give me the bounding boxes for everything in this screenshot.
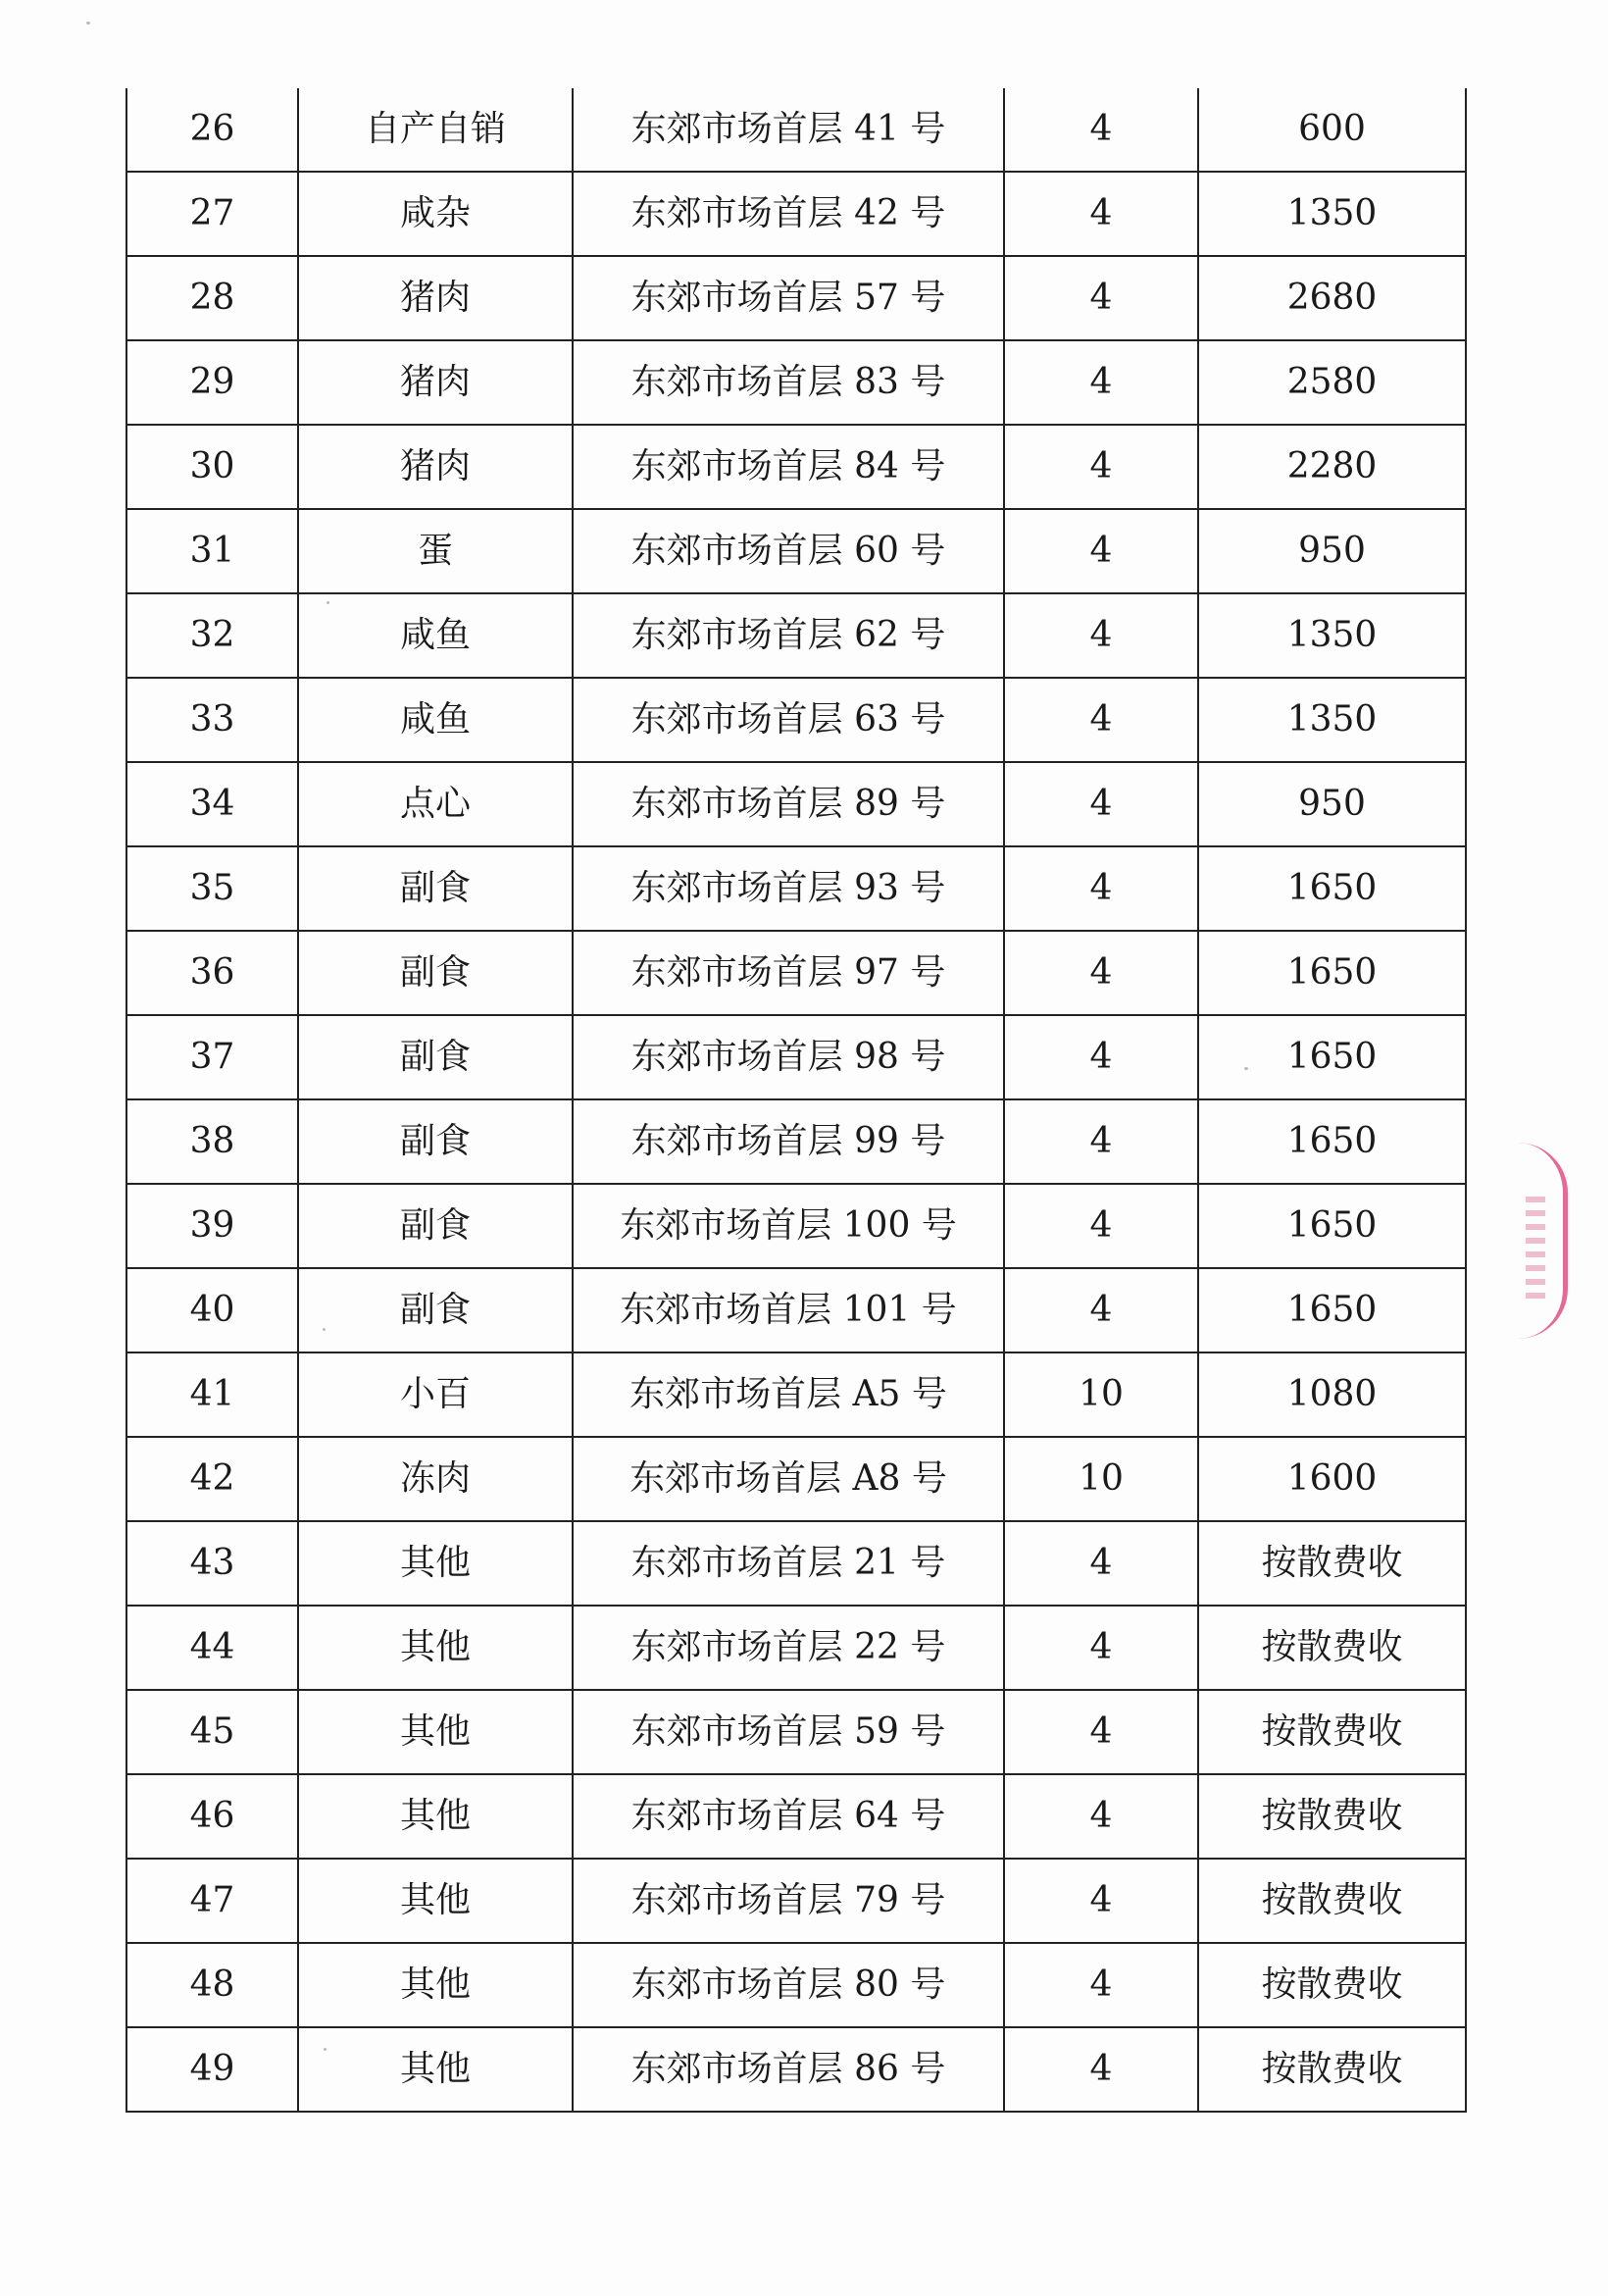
cell-serial-no: 42 [126, 1437, 298, 1521]
cell-area: 4 [1004, 1943, 1198, 2027]
cell-serial-no: 48 [126, 1943, 298, 2027]
cell-serial-no: 44 [126, 1606, 298, 1690]
table-row [126, 1099, 1466, 1184]
table-row [126, 1521, 1466, 1606]
table-row [126, 678, 1466, 762]
cell-location: 东郊市场首层 A5 号 [573, 1352, 1004, 1437]
cell-area: 4 [1004, 340, 1198, 425]
cell-location: 东郊市场首层 22 号 [573, 1606, 1004, 1690]
cell-area: 4 [1004, 1015, 1198, 1099]
cell-location: 东郊市场首层 62 号 [573, 593, 1004, 678]
table-row [126, 1606, 1466, 1690]
cell-location: 东郊市场首层 101 号 [573, 1268, 1004, 1352]
cell-serial-no: 29 [126, 340, 298, 425]
red-seal-stamp-marks [1526, 1197, 1545, 1304]
cell-stall-type: 副食 [298, 1099, 573, 1184]
cell-location: 东郊市场首层 97 号 [573, 931, 1004, 1015]
cell-stall-type: 其他 [298, 1859, 573, 1943]
cell-stall-type: 其他 [298, 1774, 573, 1859]
cell-fee: 1350 [1198, 593, 1466, 678]
cell-area: 10 [1004, 1437, 1198, 1521]
table-row [126, 256, 1466, 340]
cell-stall-type: 其他 [298, 1943, 573, 2027]
cell-serial-no: 38 [126, 1099, 298, 1184]
cell-fee: 1650 [1198, 1184, 1466, 1268]
cell-serial-no: 43 [126, 1521, 298, 1606]
cell-stall-type: 蛋 [298, 509, 573, 593]
cell-location: 东郊市场首层 64 号 [573, 1774, 1004, 1859]
cell-serial-no: 30 [126, 425, 298, 509]
cell-area: 10 [1004, 1352, 1198, 1437]
cell-serial-no: 35 [126, 846, 298, 931]
table-row [126, 1184, 1466, 1268]
cell-stall-type: 其他 [298, 1690, 573, 1774]
cell-stall-type: 猪肉 [298, 340, 573, 425]
table-row [126, 340, 1466, 425]
cell-location: 东郊市场首层 84 号 [573, 425, 1004, 509]
cell-serial-no: 26 [126, 88, 298, 172]
cell-fee: 按散费收 [1198, 1859, 1466, 1943]
cell-fee: 1350 [1198, 172, 1466, 256]
cell-fee: 1650 [1198, 931, 1466, 1015]
table-row [126, 1015, 1466, 1099]
stall-fee-table [126, 88, 1467, 2113]
cell-serial-no: 49 [126, 2027, 298, 2112]
cell-serial-no: 27 [126, 172, 298, 256]
cell-fee: 按散费收 [1198, 1521, 1466, 1606]
cell-serial-no: 32 [126, 593, 298, 678]
cell-fee: 按散费收 [1198, 1606, 1466, 1690]
cell-area: 4 [1004, 509, 1198, 593]
cell-area: 4 [1004, 1690, 1198, 1774]
table-row [126, 931, 1466, 1015]
table-row [126, 425, 1466, 509]
cell-area: 4 [1004, 256, 1198, 340]
cell-stall-type: 咸杂 [298, 172, 573, 256]
table-row [126, 1268, 1466, 1352]
cell-stall-type: 猪肉 [298, 256, 573, 340]
cell-area: 4 [1004, 762, 1198, 846]
cell-location: 东郊市场首层 57 号 [573, 256, 1004, 340]
cell-stall-type: 其他 [298, 2027, 573, 2112]
cell-area: 4 [1004, 593, 1198, 678]
table-row [126, 88, 1466, 172]
cell-fee: 1650 [1198, 1099, 1466, 1184]
cell-area: 4 [1004, 846, 1198, 931]
cell-stall-type: 猪肉 [298, 425, 573, 509]
cell-serial-no: 33 [126, 678, 298, 762]
table-row [126, 172, 1466, 256]
cell-stall-type: 其他 [298, 1521, 573, 1606]
cell-fee: 2680 [1198, 256, 1466, 340]
cell-stall-type: 其他 [298, 1606, 573, 1690]
cell-stall-type: 小百 [298, 1352, 573, 1437]
cell-serial-no: 31 [126, 509, 298, 593]
table-row [126, 1774, 1466, 1859]
cell-location: 东郊市场首层 42 号 [573, 172, 1004, 256]
scan-speck [1244, 1067, 1248, 1070]
table-row [126, 1437, 1466, 1521]
cell-stall-type: 副食 [298, 1015, 573, 1099]
cell-location: 东郊市场首层 80 号 [573, 1943, 1004, 2027]
cell-area: 4 [1004, 1606, 1198, 1690]
cell-location: 东郊市场首层 60 号 [573, 509, 1004, 593]
cell-area: 4 [1004, 88, 1198, 172]
cell-stall-type: 自产自销 [298, 88, 573, 172]
cell-serial-no: 46 [126, 1774, 298, 1859]
cell-location: 东郊市场首层 100 号 [573, 1184, 1004, 1268]
cell-serial-no: 36 [126, 931, 298, 1015]
cell-fee: 按散费收 [1198, 1774, 1466, 1859]
cell-fee: 1650 [1198, 1268, 1466, 1352]
cell-stall-type: 副食 [298, 1184, 573, 1268]
cell-fee: 2580 [1198, 340, 1466, 425]
cell-fee: 1350 [1198, 678, 1466, 762]
cell-fee: 按散费收 [1198, 2027, 1466, 2112]
scan-speck [323, 1328, 326, 1331]
scan-speck [86, 22, 90, 25]
cell-stall-type: 副食 [298, 846, 573, 931]
cell-fee: 1650 [1198, 846, 1466, 931]
cell-stall-type: 副食 [298, 931, 573, 1015]
cell-fee: 1080 [1198, 1352, 1466, 1437]
cell-location: 东郊市场首层 93 号 [573, 846, 1004, 931]
table-row [126, 509, 1466, 593]
cell-fee: 950 [1198, 762, 1466, 846]
cell-location: 东郊市场首层 89 号 [573, 762, 1004, 846]
cell-serial-no: 47 [126, 1859, 298, 1943]
cell-stall-type: 点心 [298, 762, 573, 846]
table-row [126, 762, 1466, 846]
cell-serial-no: 39 [126, 1184, 298, 1268]
cell-area: 4 [1004, 931, 1198, 1015]
cell-fee: 1650 [1198, 1015, 1466, 1099]
cell-location: 东郊市场首层 59 号 [573, 1690, 1004, 1774]
cell-fee: 2280 [1198, 425, 1466, 509]
cell-area: 4 [1004, 2027, 1198, 2112]
cell-location: 东郊市场首层 A8 号 [573, 1437, 1004, 1521]
cell-location: 东郊市场首层 98 号 [573, 1015, 1004, 1099]
cell-location: 东郊市场首层 99 号 [573, 1099, 1004, 1184]
cell-location: 东郊市场首层 41 号 [573, 88, 1004, 172]
cell-area: 4 [1004, 1859, 1198, 1943]
cell-serial-no: 40 [126, 1268, 298, 1352]
scan-speck [324, 2048, 327, 2051]
cell-serial-no: 37 [126, 1015, 298, 1099]
cell-location: 东郊市场首层 21 号 [573, 1521, 1004, 1606]
cell-area: 4 [1004, 1099, 1198, 1184]
cell-stall-type: 咸鱼 [298, 593, 573, 678]
cell-area: 4 [1004, 1521, 1198, 1606]
cell-area: 4 [1004, 1268, 1198, 1352]
table-row [126, 1943, 1466, 2027]
cell-stall-type: 冻肉 [298, 1437, 573, 1521]
cell-serial-no: 34 [126, 762, 298, 846]
cell-area: 4 [1004, 678, 1198, 762]
cell-serial-no: 45 [126, 1690, 298, 1774]
cell-area: 4 [1004, 1774, 1198, 1859]
scan-speck [327, 601, 329, 604]
cell-fee: 950 [1198, 509, 1466, 593]
cell-fee: 1600 [1198, 1437, 1466, 1521]
table-row [126, 1690, 1466, 1774]
cell-stall-type: 咸鱼 [298, 678, 573, 762]
cell-stall-type: 副食 [298, 1268, 573, 1352]
cell-location: 东郊市场首层 86 号 [573, 2027, 1004, 2112]
table-row [126, 593, 1466, 678]
cell-serial-no: 28 [126, 256, 298, 340]
table-row [126, 1352, 1466, 1437]
table-row [126, 2027, 1466, 2112]
cell-serial-no: 41 [126, 1352, 298, 1437]
cell-fee: 按散费收 [1198, 1943, 1466, 2027]
table-body [126, 88, 1466, 2112]
table-row [126, 1859, 1466, 1943]
cell-area: 4 [1004, 172, 1198, 256]
cell-fee: 600 [1198, 88, 1466, 172]
cell-location: 东郊市场首层 83 号 [573, 340, 1004, 425]
table-row [126, 846, 1466, 931]
cell-fee: 按散费收 [1198, 1690, 1466, 1774]
cell-location: 东郊市场首层 63 号 [573, 678, 1004, 762]
cell-location: 东郊市场首层 79 号 [573, 1859, 1004, 1943]
cell-area: 4 [1004, 1184, 1198, 1268]
cell-area: 4 [1004, 425, 1198, 509]
